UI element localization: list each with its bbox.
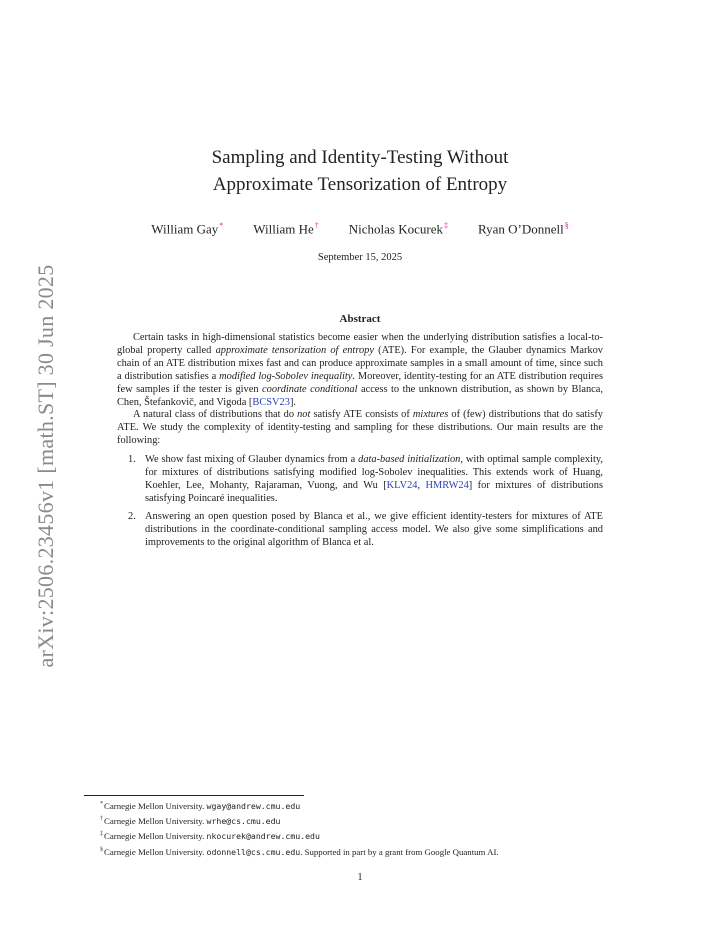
text-run: Answering an open question posed by Blanca et al., we give efficient identity-testers for mixtures of ATE distributions in the coordinate-conditional sampling access model. We also give some simplifications and improvements to the original algorithm of Blanca et al.: [145, 510, 603, 548]
text-run: , with optimal sample complexity, for mixtures of distributions satisfying modified log-Sobolev inequalities. This extends work of Huang, Koehler, Lee, Mohanty, Rajaraman, Vuong, and Wu [: [145, 454, 604, 491]
author: [349, 221, 448, 237]
email-link[interactable]: nkocurek@andrew.cmu.edu: [206, 831, 320, 842]
footnote-note: . Supported in part by a grant from Google Quantum AI.: [300, 846, 499, 857]
author: [253, 221, 319, 237]
footnote-mark: §: [100, 846, 103, 853]
email-link[interactable]: wgay@andrew.cmu.edu: [206, 800, 301, 811]
footnote: [100, 828, 640, 843]
arxiv-identifier: arXiv:2506.23456v1 [math.ST] 30 Jun 2025: [33, 264, 58, 668]
text-run: ].: [289, 396, 296, 408]
abstract-paragraph: [117, 409, 603, 448]
list-number: 1.: [128, 454, 136, 466]
result-item: [117, 511, 603, 550]
citation-link[interactable]: BCSV23: [252, 396, 290, 408]
abstract-heading: Abstract: [339, 313, 381, 325]
text-run: ] for mixtures of distributions satisfying Poincaré inequalities.: [145, 479, 603, 504]
affiliation: Carnegie Mellon University.: [104, 846, 207, 857]
footnote: [100, 813, 640, 828]
email-link[interactable]: odonnell@cs.cmu.edu: [206, 846, 301, 857]
footnote-mark: *: [100, 801, 103, 807]
results-list: [117, 454, 603, 549]
text-run: . Moreover, identity-testing for an ATE distribution requires few samples if the tester is given: [117, 370, 603, 395]
emphasis-text: not: [297, 409, 311, 421]
paper-title: [0, 144, 720, 198]
text-run: Certain tasks in high-dimensional statistics become easier when the underlying distribution satisfies a local-to-global property called: [117, 332, 603, 356]
text-run: access to the unknown distribution, as shown by Blanca, Chen, Štefankovič, and Vigoda [: [117, 383, 603, 408]
footnote-divider: [84, 795, 304, 796]
footnote-mark[interactable]: †: [314, 221, 319, 230]
affiliation: Carnegie Mellon University.: [104, 816, 207, 827]
text-run: satisfy ATE consists of: [310, 409, 413, 421]
title-line-1: Sampling and Identity-Testing Without: [211, 147, 509, 168]
footnote-mark: †: [100, 816, 103, 823]
footnote-mark[interactable]: §: [564, 221, 569, 230]
footnote: [100, 798, 640, 813]
footnotes: [100, 798, 640, 859]
author: [478, 221, 569, 237]
abstract-body: [117, 332, 603, 555]
author-name: William Gay: [151, 221, 219, 237]
list-number: 2.: [128, 510, 136, 522]
author: [151, 221, 223, 237]
email-link[interactable]: wrhe@cs.cmu.edu: [206, 816, 281, 827]
text-run: of (few) distributions that do satisfy ATE. We study the complexity of identity-testing and sampling for these distributions. Our main results are the following:: [117, 409, 603, 447]
emphasis-text: modified log-Sobolev inequality: [219, 370, 353, 382]
emphasis-text: coordinate conditional: [262, 383, 358, 395]
citation-link[interactable]: KLV24: [386, 479, 418, 491]
affiliation: Carnegie Mellon University.: [104, 831, 207, 842]
author-name: Ryan O’Donnell: [477, 221, 564, 237]
footnote-mark[interactable]: *: [219, 221, 224, 230]
emphasis-text: data-based initialization: [358, 454, 461, 466]
author-name: Nicholas Kocurek: [348, 221, 443, 237]
title-line-2: Approximate Tensorization of Entropy: [212, 174, 508, 195]
footnote-mark[interactable]: ‡: [443, 221, 448, 230]
result-item: [117, 454, 603, 506]
text-run: We show fast mixing of Glauber dynamics from a: [145, 454, 359, 466]
citation-link[interactable]: HMRW24: [425, 479, 469, 491]
text-run: (ATE). For example, the Glauber dynamics Markov chain of an ATE distribution mixes fast and can produce approximate samples in a small amount of time, since such a distribution satisfies a: [117, 344, 603, 382]
text-run: ,: [417, 479, 426, 491]
emphasis-text: approximate tensorization of entropy: [215, 344, 374, 356]
footnote: [100, 844, 640, 859]
text-run: A natural class of distributions that do: [133, 409, 298, 421]
author-list: [0, 221, 720, 237]
paper-date: September 15, 2025: [317, 252, 403, 263]
affiliation: Carnegie Mellon University.: [104, 800, 207, 811]
abstract-paragraph: [117, 332, 603, 409]
emphasis-text: mixtures: [412, 409, 449, 421]
page-number: 1: [357, 872, 363, 883]
footnote-mark: ‡: [100, 831, 103, 838]
author-name: William He: [253, 221, 314, 237]
